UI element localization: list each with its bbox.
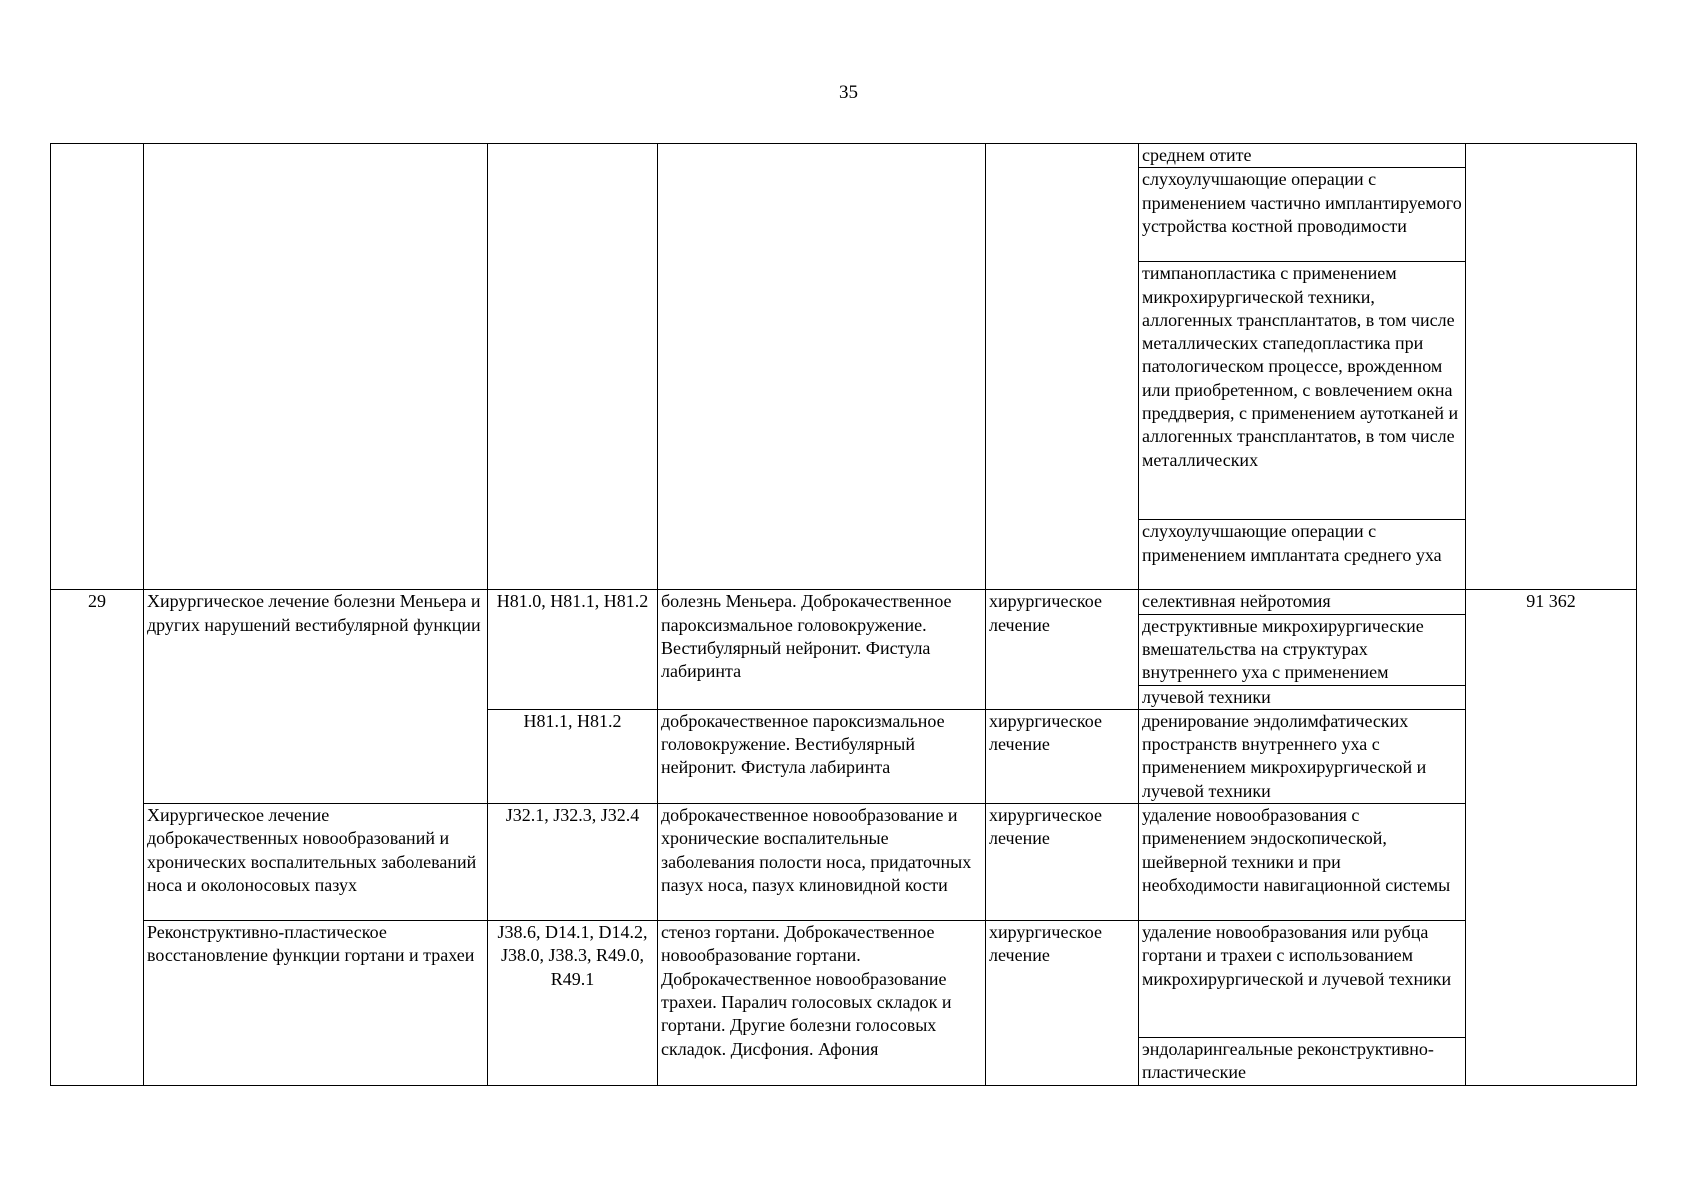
cont-name-cell bbox=[144, 144, 488, 590]
patient-model-cell: болезнь Меньера. Доброкачественное пароксизмальное головокружение. Вестибулярный нейронит. Фистула лабиринта bbox=[658, 590, 986, 710]
cont-number-cell bbox=[51, 144, 144, 590]
icd-codes-cell: H81.0, H81.1, H81.2 bbox=[488, 590, 658, 710]
cont-method-cell: слухоулучшающие операции с применением имплантата среднего уха bbox=[1139, 520, 1466, 590]
patient-model-cell: доброкачественное новообразование и хронические воспалительные заболевания полости носа, придаточных пазух носа, пазух клиновидной кости bbox=[658, 804, 986, 921]
method-cell: эндоларингеальные реконструктивно-пластические bbox=[1139, 1038, 1466, 1086]
financial-norm-cell: 91 362 bbox=[1466, 590, 1637, 1085]
treatment-type-cell: хирургическое лечение bbox=[986, 921, 1139, 1086]
icd-codes-cell: J38.6, D14.1, D14.2, J38.0, J38.3, R49.0, R49.1 bbox=[488, 921, 658, 1086]
method-cell: лучевой техники bbox=[1139, 685, 1466, 709]
cont-method-cell: слухоулучшающие операции с применением частично имплантируемого устройства костной проводимости bbox=[1139, 168, 1466, 262]
icd-codes-cell: J32.1, J32.3, J32.4 bbox=[488, 804, 658, 921]
method-cell: удаление новообразования или рубца гортани и трахеи с использованием микрохирургической и лучевой техники bbox=[1139, 921, 1466, 1038]
treatment-type-cell: хирургическое лечение bbox=[986, 590, 1139, 710]
cont-codes-cell bbox=[488, 144, 658, 590]
patient-model-cell: доброкачественное пароксизмальное головокружение. Вестибулярный нейронит. Фистула лабиринта bbox=[658, 709, 986, 803]
page-number: 35 bbox=[839, 82, 858, 103]
care-name-cell: Хирургическое лечение доброкачественных новообразований и хронических воспалительных заболеваний носа и околоносовых пазух bbox=[144, 804, 488, 921]
cont-norm-cell bbox=[1466, 144, 1637, 590]
method-cell: дренирование эндолимфатических пространств внутреннего уха с применением микрохирургической и лучевой техники bbox=[1139, 709, 1466, 803]
treatment-type-cell: хирургическое лечение bbox=[986, 709, 1139, 803]
group-number-cell: 29 bbox=[51, 590, 144, 1085]
icd-codes-cell: H81.1, H81.2 bbox=[488, 709, 658, 803]
care-name-cell: Хирургическое лечение болезни Меньера и других нарушений вестибулярной функции bbox=[144, 590, 488, 804]
cont-method-cell: тимпанопластика с применением микрохирургической техники, аллогенных трансплантатов, в том числе металлических стапедопластика при патологическом процессе, врожденном или приобретенном, с вовлечением окна преддверия, с применением аутотканей и аллогенных трансплантатов, в том числе металлических bbox=[1139, 262, 1466, 520]
method-cell: селективная нейротомия bbox=[1139, 590, 1466, 614]
method-cell: удаление новообразования с применением эндоскопической, шейверной техники и при необходимости навигационной системы bbox=[1139, 804, 1466, 921]
cont-type-cell bbox=[986, 144, 1139, 590]
method-cell: деструктивные микрохирургические вмешательства на структурах внутреннего уха с применением bbox=[1139, 614, 1466, 685]
care-name-cell: Реконструктивно-пластическое восстановление функции гортани и трахеи bbox=[144, 921, 488, 1086]
cont-method-cell: среднем отите bbox=[1139, 144, 1466, 168]
medical-care-table bbox=[50, 143, 1637, 1086]
cont-model-cell bbox=[658, 144, 986, 590]
treatment-type-cell: хирургическое лечение bbox=[986, 804, 1139, 921]
patient-model-cell: стеноз гортани. Доброкачественное новообразование гортани. Доброкачественное новообразование трахеи. Паралич голосовых складок и гортани. Другие болезни голосовых складок. Дисфония. Афония bbox=[658, 921, 986, 1086]
